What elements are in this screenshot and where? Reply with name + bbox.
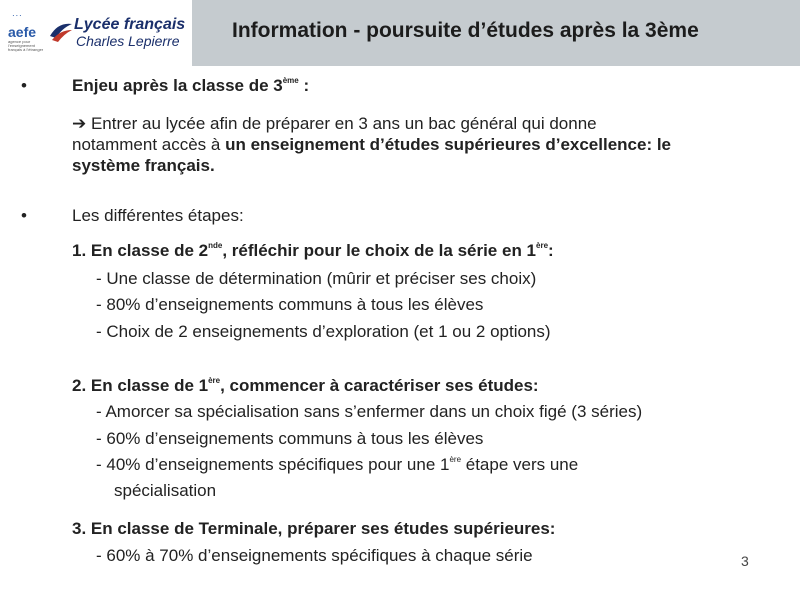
school-logo-subname: Charles Lepierre [76, 33, 180, 49]
step2-item3-post: étape vers une [461, 455, 579, 474]
section1-heading-sup: ème [282, 76, 299, 85]
step2-item: - Amorcer sa spécialisation sans s’enfermer dans un choix figé (3 séries) [96, 402, 643, 421]
step3-heading: 3. En classe de Terminale, préparer ses études supérieures: [72, 519, 556, 538]
step1-heading-pre: 1. En classe de 2 [72, 241, 209, 260]
slide-title: Information - poursuite d’études après la 3ème [232, 19, 699, 42]
step2-heading-post: , commencer à caractériser ses études: [220, 376, 539, 395]
step2-item3-pre: - 40% d’enseignements spécifiques pour une 1 [96, 455, 450, 474]
school-emblem-icon [48, 18, 74, 44]
section1-line2-normal: notamment accès à [72, 135, 226, 154]
arrow-right-icon: ➔ [72, 114, 87, 134]
step1-heading [72, 241, 554, 261]
slide-header [0, 0, 800, 66]
step3-item: - 60% à 70% d’enseignements spécifiques à chaque série [96, 546, 533, 565]
step1-heading-post: : [548, 241, 554, 260]
page-number: 3 [741, 553, 749, 569]
aefe-logo-subtitle: agence pour l’enseignement français à l’étranger [8, 39, 44, 52]
step2-item: - 60% d’enseignements communs à tous les élèves [96, 429, 484, 448]
section1-heading-text: Enjeu après la classe de 3 [72, 76, 283, 95]
logo-area [0, 0, 192, 66]
step2-heading-sup: ère [208, 376, 221, 385]
aefe-logo [8, 10, 44, 60]
aefe-logo-word: aefe [8, 24, 37, 40]
section1-line2-bold: un enseignement d’études supérieures d’excellence: le [225, 135, 672, 154]
aefe-dots-icon: ∙∙∙ [12, 10, 23, 20]
step1-item: - Une classe de détermination (mûrir et préciser ses choix) [96, 269, 537, 288]
section1-line2 [72, 135, 671, 155]
step1-heading-sup2: ère [536, 241, 549, 250]
step1-heading-sup1: nde [208, 241, 223, 250]
bullet-icon: • [21, 206, 27, 225]
step1-heading-mid: , réfléchir pour le choix de la série en 1 [222, 241, 537, 260]
section1-line1 [72, 114, 597, 134]
school-logo [48, 14, 188, 54]
step2-item3-continuation: spécialisation [114, 481, 217, 500]
step2-heading-pre: 2. En classe de 1 [72, 376, 209, 395]
school-logo-name: Lycée français [74, 16, 186, 33]
step2-item [96, 455, 578, 475]
bullet-icon: • [21, 76, 27, 95]
section1-line1-text: Entrer au lycée afin de préparer en 3 ans un bac général qui donne [86, 114, 597, 133]
section1-heading-colon: : [298, 76, 310, 95]
section1-heading [72, 76, 309, 96]
section2-heading: Les différentes étapes: [72, 206, 244, 225]
section1-line3: système français. [72, 156, 215, 175]
step1-item: - 80% d’enseignements communs à tous les élèves [96, 295, 484, 314]
step1-item: - Choix de 2 enseignements d’exploration (et 1 ou 2 options) [96, 322, 551, 341]
step2-item3-sup: ère [449, 455, 462, 464]
step2-heading [72, 376, 539, 396]
